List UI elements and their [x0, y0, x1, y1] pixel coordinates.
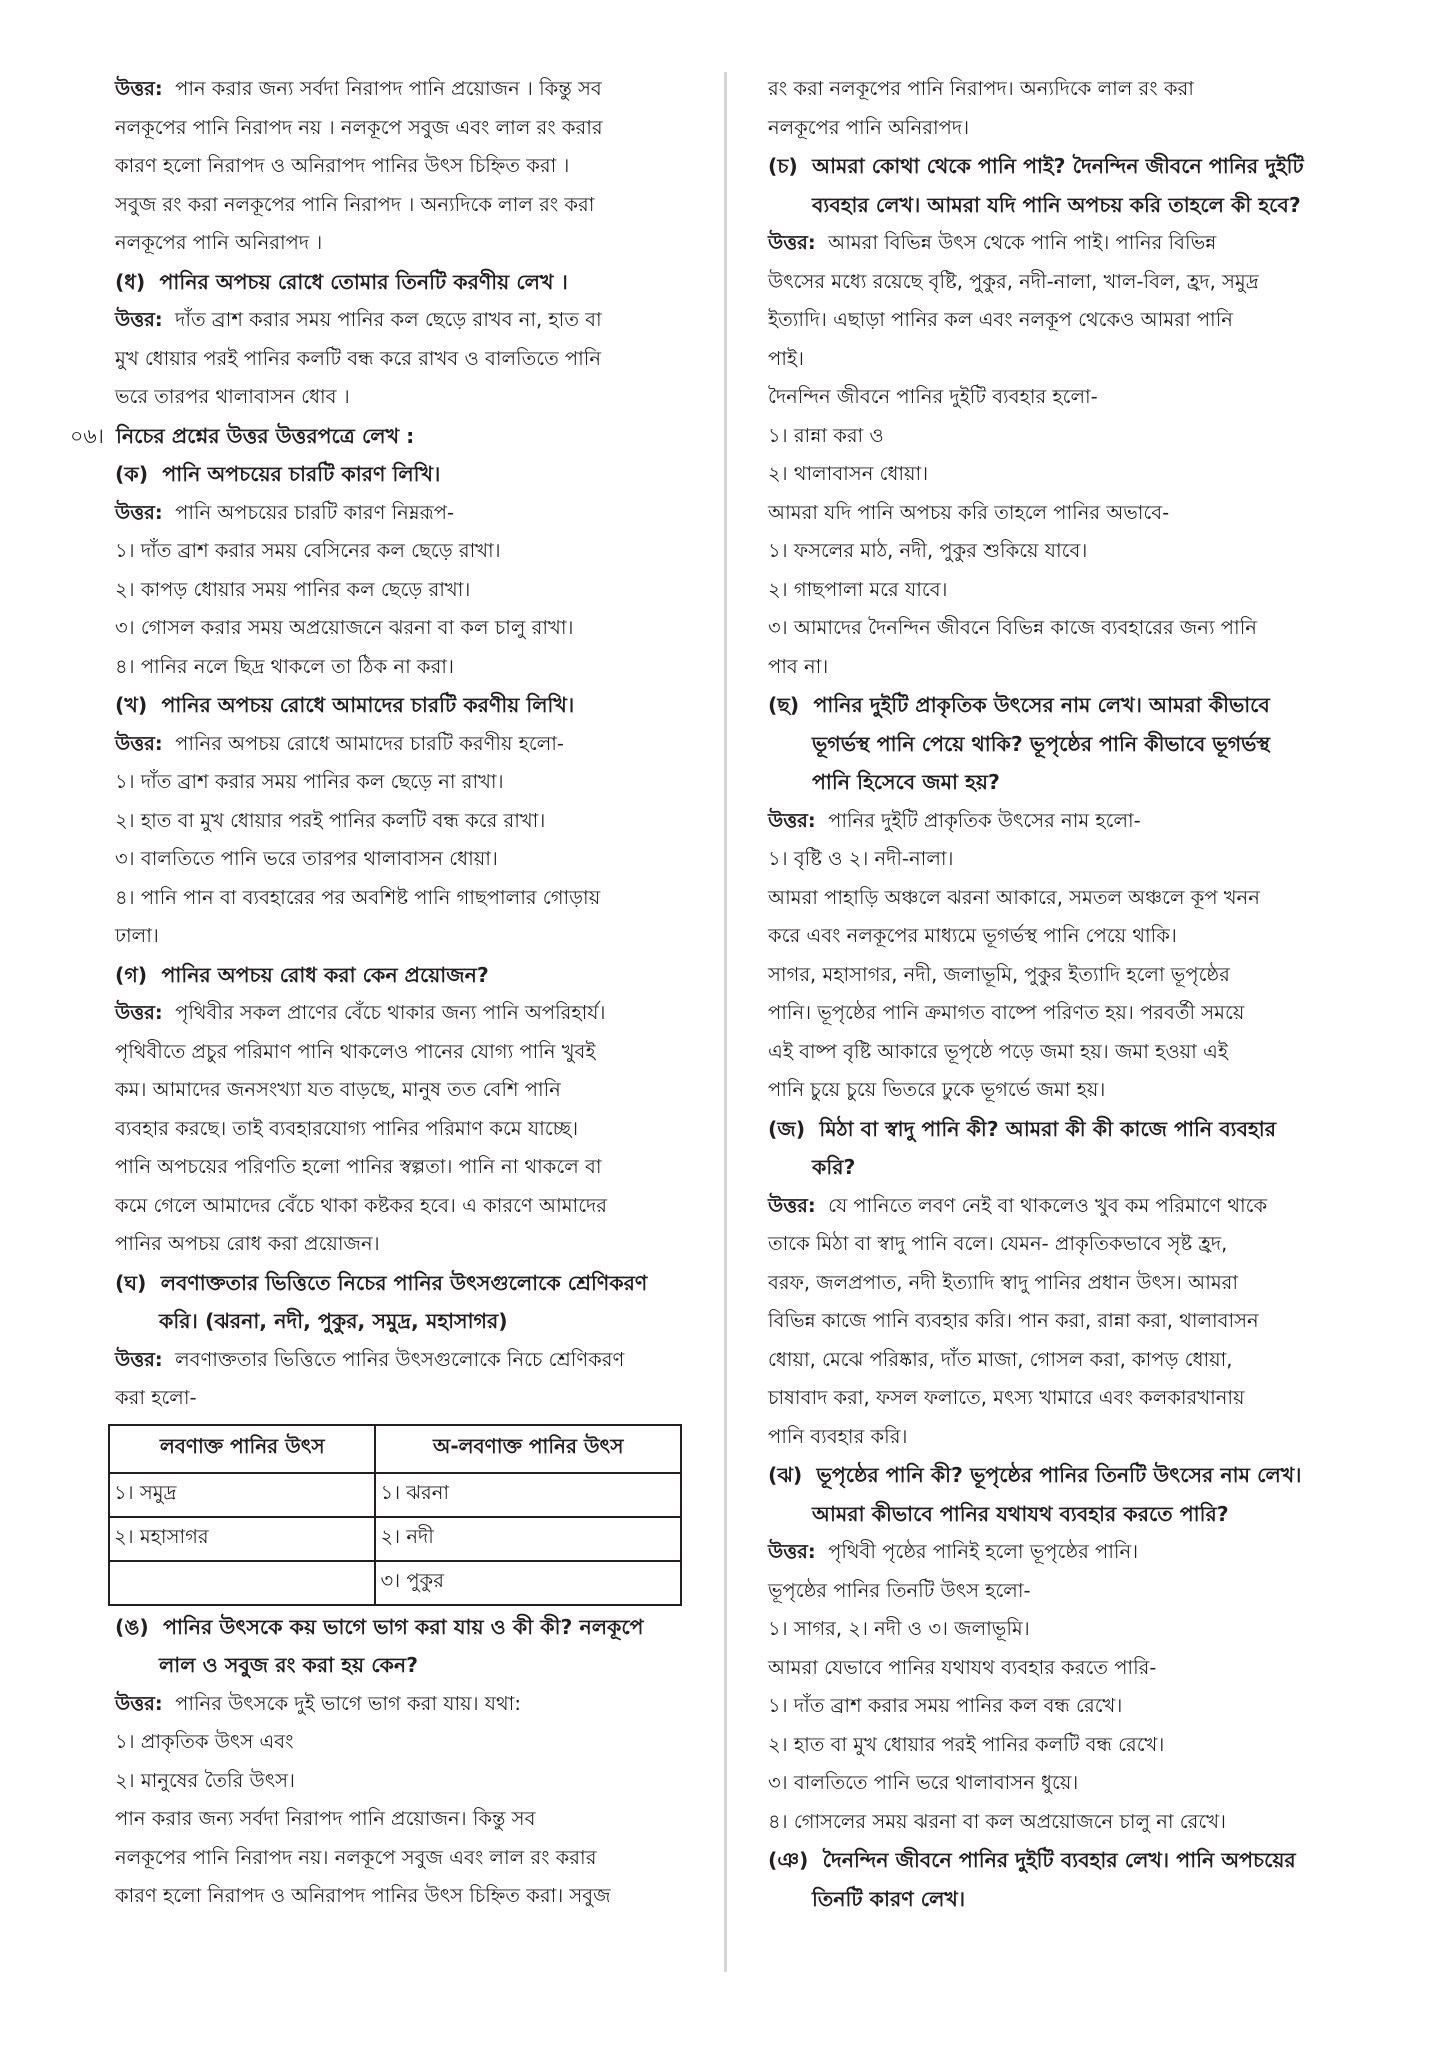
- list-item: ১। ফসলের মাঠ, নদী, পুকুর শুকিয়ে যাবে।: [768, 539, 1088, 562]
- text-line: সবুজ রং করা নলকূপের পানি নিরাপদ । অন্যদিকে লাল রং করা: [115, 192, 595, 216]
- table-row: [109, 1561, 681, 1605]
- text-line: ব্যবহার করছে। তাই ব্যবহারযোগ্য পানির পরিমাণ কমে যাচ্ছে।: [115, 1116, 579, 1140]
- question-cha: [768, 147, 1378, 686]
- answer-label: উত্তর:: [115, 731, 163, 755]
- question-kha: [70, 686, 710, 956]
- text-line: লবণাক্ততার ভিত্তিতে পানির উৎসগুলোকে নিচে শ্রেণিকরণ: [175, 1347, 625, 1371]
- list-item: ১। দাঁত ব্রাশ করার সময় পানির কল ছেড়ে না রাখা।: [115, 770, 504, 793]
- list-item: ২। গাছপালা মরে যাবে।: [768, 577, 948, 601]
- table-cell: ১। সমুদ্র: [109, 1473, 375, 1517]
- section-number: ০৬।: [70, 423, 104, 448]
- text-line: নলকূপের পানি নিরাপদ নয় । নলকূপে সবুজ এবং লাল রং করার: [115, 115, 603, 139]
- text-line: এই বাষ্প বৃষ্টি আকারে ভূপৃষ্ঠে পড়ে জমা হয়। জমা হওয়া এই: [768, 1039, 1228, 1063]
- question-text: লবণাক্ততার ভিত্তিতে নিচের পানির উৎসগুলোকে শ্রেণিকরণ: [160, 1270, 648, 1295]
- question-text: আমরা কোথা থেকে পানি পাই? দৈনন্দিন জীবনে পানির দুইটি: [812, 154, 1304, 178]
- text-line: ভূপৃষ্ঠের পানির তিনটি উৎস হলো-: [768, 1578, 1031, 1602]
- question-label: (ঝ): [768, 1463, 803, 1487]
- column-divider: [724, 72, 727, 1972]
- text-line: পান করার জন্য সর্বদা নিরাপদ পানি প্রয়োজন । কিন্তু সব: [175, 77, 602, 100]
- text-line: মুখ ধোয়ার পরই পানির কলটি বন্ধ করে রাখব ও বালতিতে পানি: [115, 346, 602, 370]
- text-line: করা হলো-: [115, 1386, 197, 1409]
- text-line: নলকূপের পানি অনিরাপদ।: [768, 115, 970, 139]
- text-line: চাষাবাদ করা, ফসল ফলাতে, মৎস্য খামারে এবং কলকারখানায়: [768, 1386, 1245, 1409]
- table-cell: ২। নদী: [375, 1517, 681, 1561]
- text-line: পানি অপচয়ের পরিণতি হলো পানির স্বল্পতা। পানি না থাকলে বা: [115, 1155, 602, 1178]
- text-line: পানি ব্যবহার করি।: [768, 1424, 908, 1448]
- question-label: (ক): [115, 462, 149, 486]
- text-line: তাকে মিঠা বা স্বাদু পানি বলে। যেমন- প্রাকৃতিকভাবে সৃষ্ট হ্রদ,: [768, 1232, 1228, 1255]
- text-line: সাগর, মহাসাগর, নদী, জলাভূমি, পুকুর ইত্যাদি হলো ভূপৃষ্ঠের: [768, 962, 1230, 986]
- question-text: ব্যবহার লেখ। আমরা যদি পানি অপচয় করি তাহলে কী হবে?: [812, 192, 1301, 217]
- section-title: নিচের প্রশ্নের উত্তর উত্তরপত্রে লেখ :: [116, 423, 415, 448]
- text-line: নলকূপের পানি নিরাপদ নয়। নলকূপে সবুজ এবং লাল রং করার: [115, 1845, 597, 1869]
- table-cell: ৩। পুকুর: [375, 1561, 681, 1605]
- text-line: পাই।: [768, 346, 805, 370]
- list-item: ৪। পানি পান বা ব্যবহারের পর অবশিষ্ট পানি গাছপালার গোড়ায়: [115, 885, 601, 909]
- table-cell: ২। মহাসাগর: [109, 1517, 375, 1561]
- text-line: উৎসের মধ্যে রয়েছে বৃষ্টি, পুকুর, নদী-নালা, খাল-বিল, হ্রদ, সমুদ্র: [768, 269, 1259, 293]
- list-item: ২। হাত বা মুখ ধোয়ার পরই পানির কলটি বন্ধ করে রাখা।: [115, 808, 546, 832]
- question-ja: [768, 1110, 1378, 1457]
- text-line: বরফ, জলপ্রপাত, নদী ইত্যাদি স্বাদু পানির প্রধান উৎস। আমরা: [768, 1270, 1239, 1294]
- question-label: (জ): [768, 1116, 806, 1141]
- text-line: ১। বৃষ্টি ও ২। নদী-নালা।: [768, 847, 954, 870]
- list-item: ১। দাঁত ব্রাশ করার সময় বেসিনের কল ছেড়ে রাখা।: [115, 539, 501, 562]
- question-text: আমরা কীভাবে পানির যথাযথ ব্যবহার করতে পারি?: [812, 1501, 1229, 1526]
- text-line: দৈনন্দিন জীবনে পানির দুইটি ব্যবহার হলো-: [768, 385, 1098, 408]
- text-line: দাঁত ব্রাশ করার সময় পানির কল ছেড়ে রাখব না, হাত বা: [175, 308, 602, 331]
- list-item: ৪। গোসলের সময় ঝরনা বা কল অপ্রয়োজনে চালু না রেখে।: [768, 1809, 1226, 1833]
- list-item: ১। দাঁত ব্রাশ করার সময় পানির কল বন্ধ রেখে।: [768, 1694, 1123, 1717]
- text-line: কারণ হলো নিরাপদ ও অনিরাপদ পানির উৎস চিহ্নিত করা। সবুজ: [115, 1884, 611, 1907]
- text-line: পানি অপচয়ের চারটি কারণ নিম্নরূপ-: [175, 500, 455, 524]
- question-label: (ঘ): [115, 1270, 147, 1295]
- question-text: ভূপৃষ্ঠের পানি কী? ভূপৃষ্ঠের পানির তিনটি উৎসের নাম লেখ।: [816, 1463, 1302, 1487]
- question-text: পানির অপচয় রোধে আমাদের চারটি করণীয় লিখি।: [161, 693, 575, 717]
- table-header-row: [109, 1425, 681, 1473]
- question-text: দৈনন্দিন জীবনে পানির দুইটি ব্যবহার লেখ। পানি অপচয়ের: [822, 1848, 1296, 1872]
- section-06-heading: [70, 417, 710, 456]
- text-line: পৃথিবী পৃষ্ঠের পানিই হলো ভূপৃষ্ঠের পানি।: [828, 1540, 1139, 1563]
- text-line: কমে গেলে আমাদের বেঁচে থাকা কষ্টকর হবে। এ কারণে আমাদের: [115, 1193, 608, 1217]
- list-item: ২। হাত বা মুখ ধোয়ার পরই পানির কলটি বন্ধ রেখে।: [768, 1732, 1165, 1756]
- question-label: (গ): [115, 962, 148, 987]
- list-item: ৩। আমাদের দৈনন্দিন জীবনে বিভিন্ন কাজে ব্যবহারের জন্য পানি: [768, 616, 1257, 639]
- text-line: আমরা বিভিন্ন উৎস থেকে পানি পাই। পানির বিভিন্ন: [828, 231, 1217, 254]
- question-chha: [768, 686, 1378, 1110]
- continuation: [768, 70, 1378, 147]
- answer-label: উত্তর:: [115, 308, 163, 331]
- question-ka: [70, 455, 710, 686]
- answer-label: উত্তর:: [768, 1193, 816, 1217]
- text-line: ইত্যাদি। এছাড়া পানির কল এবং নলকূপ থেকেও আমরা পানি: [768, 308, 1233, 331]
- list-item: ২। থালাবাসন ধোয়া।: [768, 462, 929, 485]
- question-text: পানির দুইটি প্রাকৃতিক উৎসের নাম লেখ। আমরা কীভাবে: [813, 693, 1270, 717]
- question-nya: [768, 1841, 1378, 1918]
- list-item: ৩। গোসল করার সময় অপ্রয়োজনে ঝরনা বা কল চালু রাখা।: [115, 616, 574, 639]
- answer-label: উত্তর:: [768, 1540, 816, 1563]
- question-text: পানির অপচয় রোধ করা কেন প্রয়োজন?: [161, 962, 489, 987]
- question-label: (ধ): [115, 269, 146, 294]
- question-ga: [70, 956, 710, 1264]
- question-label: (ঙ): [115, 1614, 149, 1639]
- text-line: করে এবং নলকূপের মাধ্যমে ভূগর্ভস্থ পানি পেয়ে থাকি।: [768, 924, 1177, 947]
- left-column: [70, 70, 710, 1916]
- question-text: মিঠা বা স্বাদু পানি কী? আমরা কী কী কাজে পানি ব্যবহার: [819, 1116, 1277, 1141]
- text-line: যে পানিতে লবণ নেই বা থাকলেও খুব কম পরিমাণে থাকে: [828, 1193, 1268, 1217]
- text-line: পৃথিবীতে প্রচুর পরিমাণ পানি থাকলেও পানের যোগ্য পানি খুবই: [115, 1039, 596, 1063]
- table-row: [109, 1517, 681, 1561]
- text-line: নলকূপের পানি অনিরাপদ ।: [115, 231, 323, 254]
- question-text: পানির উৎসকে কয় ভাগে ভাগ করা যায় ও কী কী? নলকূপে: [163, 1614, 644, 1639]
- text-line: পানির উৎসকে দুই ভাগে ভাগ করা যায়। যথা:: [175, 1691, 521, 1715]
- question-text: পানির অপচয় রোধে তোমার তিনটি করণীয় লেখ ।: [159, 269, 568, 294]
- answer-label: উত্তর:: [115, 1001, 163, 1024]
- text-line: ১। সাগর, ২। নদী ও ৩। জলাভূমি।: [768, 1617, 1030, 1640]
- answer-label: উত্তর:: [115, 77, 163, 100]
- list-item: ৩। বালতিতে পানি ভরে থালাবাসন ধুয়ে।: [768, 1771, 1079, 1794]
- question-text: করি?: [812, 1155, 856, 1179]
- text-line: রং করা নলকূপের পানি নিরাপদ। অন্যদিকে লাল রং করা: [768, 77, 1194, 100]
- text-line: ধোয়া, মেঝে পরিষ্কার, দাঁত মাজা, গোসল করা, কাপড় ধোয়া,: [768, 1347, 1233, 1371]
- question-text: ভূগর্ভস্থ পানি পেয়ে থাকি? ভূপৃষ্ঠের পানি কীভাবে ভূগর্ভস্থ: [812, 731, 1270, 756]
- text-line: পানি। ভূপৃষ্ঠের পানি ক্রমাগত বাষ্পে পরিণত হয়। পরবর্তী সময়ে: [768, 1001, 1245, 1024]
- intro-answer: [70, 70, 710, 263]
- question-label: (চ): [768, 154, 798, 178]
- text-line: পানির অপচয় রোধে আমাদের চারটি করণীয় হলো-: [175, 731, 564, 755]
- text-line: পৃথিবীর সকল প্রাণের বেঁচে থাকার জন্য পানি অপরিহার্য।: [175, 1001, 606, 1024]
- list-item: পাব না।: [768, 654, 829, 678]
- list-item: ২। কাপড় ধোয়ার সময় পানির কল ছেড়ে রাখা।: [115, 577, 471, 601]
- list-item: ১। প্রাকৃতিক উৎস এবং: [115, 1730, 294, 1753]
- answer-label: উত্তর:: [768, 808, 816, 832]
- question-text: পানি অপচয়ের চারটি কারণ লিখি।: [162, 462, 441, 486]
- question-text: লাল ও সবুজ রং করা হয় কেন?: [159, 1653, 418, 1677]
- text-line: আমরা যদি পানি অপচয় করি তাহলে পানির অভাবে-: [768, 500, 1170, 524]
- list-item: ৩। বালতিতে পানি ভরে তারপর থালাবাসন ধোয়া।: [115, 847, 498, 870]
- question-text: করি। (ঝরনা, নদী, পুকুর, সমুদ্র, মহাসাগর): [159, 1309, 508, 1333]
- question-jha: [768, 1456, 1378, 1841]
- answer-label: উত্তর:: [115, 1347, 163, 1371]
- text-line: আমরা যেভাবে পানির যথাযথ ব্যবহার করতে পারি-: [768, 1655, 1157, 1679]
- answer-label: উত্তর:: [115, 1691, 163, 1715]
- question-gha: [70, 1264, 710, 1418]
- table-header: লবণাক্ত পানির উৎস: [109, 1425, 375, 1473]
- text-line: কম। আমাদের জনসংখ্যা যত বাড়ছে, মানুষ তত বেশি পানি: [115, 1078, 561, 1101]
- text-line: পানি চুয়ে চুয়ে ভিতরে ঢুকে ভূগর্ভে জমা হয়।: [768, 1078, 1106, 1101]
- list-item: ঢালা।: [115, 924, 159, 947]
- question-text: পানি হিসেবে জমা হয়?: [812, 770, 1000, 794]
- answer-label: উত্তর:: [768, 231, 816, 254]
- question-uma: [70, 1608, 710, 1916]
- list-item: ৪। পানির নলে ছিদ্র থাকলে তা ঠিক না করা।: [115, 654, 454, 678]
- list-item: ২। মানুষের তৈরি উৎস।: [115, 1768, 295, 1792]
- right-column: [768, 70, 1378, 1918]
- question-text: তিনটি কারণ লেখ।: [812, 1886, 966, 1911]
- table-cell: [109, 1561, 375, 1605]
- list-item: ১। রান্না করা ও: [768, 423, 884, 447]
- question-dha: [70, 263, 710, 417]
- text-line: ভরে তারপর থালাবাসন ধোব ।: [115, 385, 350, 408]
- question-label: (ছ): [768, 693, 800, 717]
- text-line: বিভিন্ন কাজে পানি ব্যবহার করি। পান করা, রান্না করা, থালাবাসন: [768, 1309, 1259, 1332]
- table-cell: ১। ঝরনা: [375, 1473, 681, 1517]
- text-line: কারণ হলো নিরাপদ ও অনিরাপদ পানির উৎস চিহ্নিত করা ।: [115, 154, 570, 177]
- text-line: আমরা পাহাড়ি অঞ্চলে ঝরনা আকারে, সমতল অঞ্চলে কূপ খনন: [768, 885, 1260, 909]
- question-label: (খ): [115, 693, 148, 717]
- salinity-table: [108, 1424, 682, 1606]
- table-header: অ-লবণাক্ত পানির উৎস: [375, 1425, 681, 1473]
- question-label: (ঞ): [768, 1848, 809, 1872]
- answer-label: উত্তর:: [115, 500, 163, 524]
- table-row: [109, 1473, 681, 1517]
- text-line: পান করার জন্য সর্বদা নিরাপদ পানি প্রয়োজন। কিন্তু সব: [115, 1807, 536, 1830]
- text-line: পানির অপচয় রোধ করা প্রয়োজন।: [115, 1232, 380, 1255]
- text-line: পানির দুইটি প্রাকৃতিক উৎসের নাম হলো-: [828, 808, 1141, 832]
